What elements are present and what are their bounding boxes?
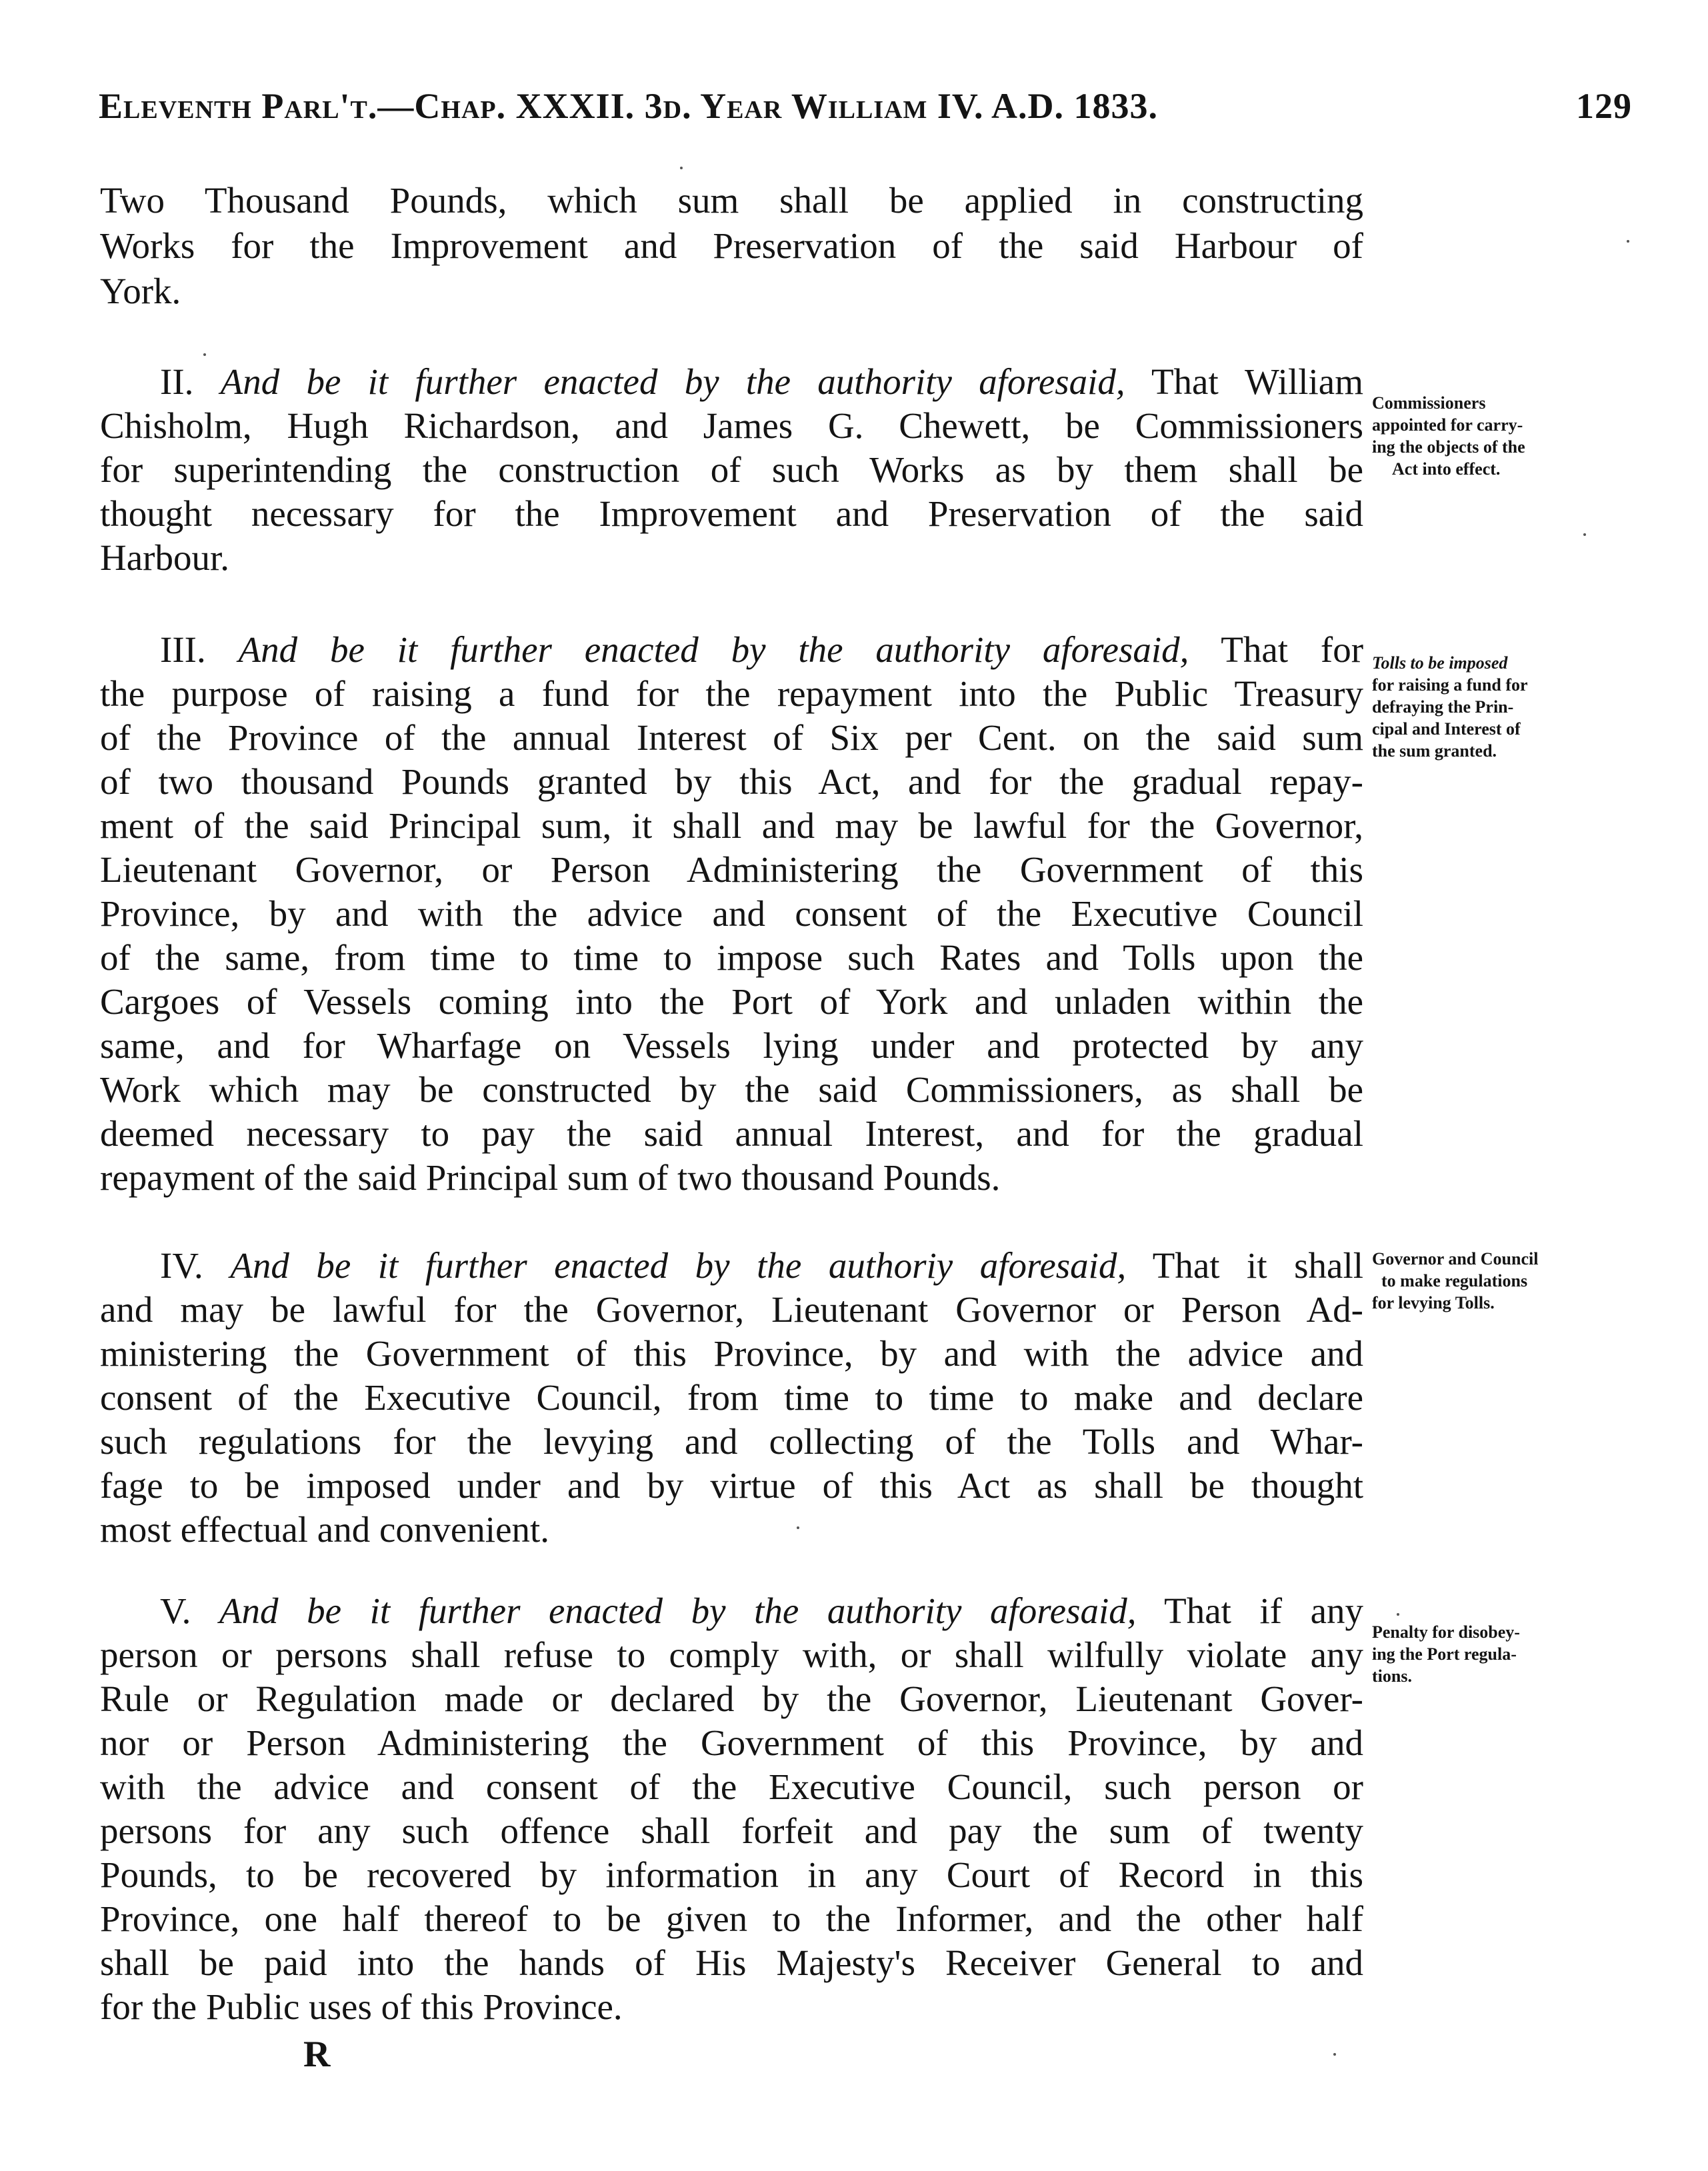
note-line: for levying Tolls.: [1372, 1293, 1495, 1312]
note-line: Commissioners: [1372, 393, 1486, 413]
enacting-clause: And be it further enacted by the authority aforesaid,: [219, 1590, 1137, 1631]
text-line: for superintending the construction of such Works as by them shall be: [100, 449, 1363, 490]
scan-speck: [1627, 240, 1629, 243]
margin-note-regulations: [1372, 1248, 1619, 1314]
text-line: Rule or Regulation made or declared by the Governor, Lieutenant Gover-: [100, 1678, 1363, 1719]
text-line: of the same, from time to time to impose such Rates and Tolls upon the: [100, 937, 1363, 978]
text-line: York.: [100, 271, 181, 311]
note-line: Governor and Council: [1372, 1249, 1539, 1268]
scan-speck: [1333, 2053, 1336, 2056]
text-line: Province, by and with the advice and consent of the Executive Council: [100, 893, 1363, 934]
section-numeral: III.: [160, 629, 206, 670]
note-line: to make regulations: [1381, 1271, 1528, 1290]
note-line: ing the Port regula-: [1372, 1644, 1517, 1664]
text-line: Lieutenant Governor, or Person Administering the Government of this: [100, 849, 1363, 890]
text-line: Province, one half thereof to be given to the Informer, and the other half: [100, 1898, 1363, 1939]
text-line: deemed necessary to pay the said annual Interest, and for the gradual: [100, 1113, 1363, 1154]
signature-mark: R: [303, 2034, 331, 2075]
page-number: 129: [1576, 86, 1632, 126]
note-line: tions.: [1372, 1666, 1412, 1686]
text-line: Works for the Improvement and Preservation of the said Harbour of: [100, 225, 1363, 266]
text-line: ment of the said Principal sum, it shall and may be lawful for the Governor,: [100, 805, 1363, 846]
scan-speck: [1583, 533, 1586, 536]
margin-note-commissioners: [1372, 392, 1619, 480]
text-line: person or persons shall refuse to comply with, or shall wilfully violate any: [100, 1634, 1363, 1675]
section-4-first-line: [160, 1244, 1363, 1288]
scan-speck: [1397, 1613, 1399, 1616]
text-line: with the advice and consent of the Executive Council, such person or: [100, 1766, 1363, 1807]
clause-text: That for: [1221, 629, 1364, 670]
text-line: persons for any such offence shall forfeit and pay the sum of twenty: [100, 1810, 1363, 1851]
text-line: repayment of the said Principal sum of two thousand Pounds.: [100, 1157, 1001, 1198]
scan-speck: [203, 353, 206, 356]
text-line: such regulations for the levying and collecting of the Tolls and Whar-: [100, 1421, 1363, 1462]
text-line: most effectual and convenient.: [100, 1509, 550, 1550]
text-line: Chisholm, Hugh Richardson, and James G. Chewett, be Commissioners: [100, 405, 1363, 446]
text-line: of two thousand Pounds granted by this Act, and for the gradual repay-: [100, 761, 1363, 802]
text-line: fage to be imposed under and by virtue of this Act as shall be thought: [100, 1465, 1363, 1506]
text-line: thought necessary for the Improvement and Preservation of the said: [100, 493, 1363, 534]
text-line: Work which may be constructed by the said Commissioners, as shall be: [100, 1069, 1363, 1110]
note-line: for raising a fund for: [1372, 675, 1528, 695]
clause-text: That William: [1151, 361, 1363, 402]
note-line: appointed for carry-: [1372, 415, 1523, 435]
section-3-first-line: [160, 628, 1363, 672]
enacting-clause: And be it further enacted by the authority aforesaid,: [220, 361, 1125, 402]
text-line: the purpose of raising a fund for the repayment into the Public Treasury: [100, 673, 1363, 714]
text-line: Cargoes of Vessels coming into the Port of York and unladen within the: [100, 981, 1363, 1022]
margin-note-penalty: [1372, 1621, 1619, 1687]
scan-speck: [797, 1526, 799, 1529]
text-line: ministering the Government of this Province, by and with the advice and: [100, 1333, 1363, 1374]
note-line: ing the objects of the: [1372, 437, 1525, 457]
enacting-clause: And be it further enacted by the authority aforesaid,: [238, 629, 1189, 670]
text-line: shall be paid into the hands of His Majesty's Receiver General to and: [100, 1942, 1363, 1983]
note-line: cipal and Interest of: [1372, 719, 1521, 739]
note-line: the sum granted.: [1372, 741, 1497, 761]
text-line: of the Province of the annual Interest of Six per Cent. on the said sum: [100, 717, 1363, 758]
text-line: nor or Person Administering the Government of this Province, by and: [100, 1722, 1363, 1763]
note-line: Act into effect.: [1392, 459, 1501, 479]
section-numeral: II.: [160, 361, 194, 402]
note-line: Tolls to be imposed: [1372, 653, 1508, 673]
scan-speck: [680, 167, 683, 169]
text-line: Harbour.: [100, 537, 229, 578]
enacting-clause: And be it further enacted by the authoriy aforesaid,: [230, 1245, 1127, 1286]
text-line: Two Thousand Pounds, which sum shall be applied in constructing: [100, 180, 1363, 221]
note-line: defraying the Prin-: [1372, 697, 1514, 717]
running-title: Eleventh Parl't.—Chap. XXXII. 3d. Year William IV. A.D. 1833.: [99, 86, 1158, 126]
text-line: for the Public uses of this Province.: [100, 1986, 623, 2027]
margin-note-tolls: [1372, 652, 1619, 762]
text-line: consent of the Executive Council, from time to time to make and declare: [100, 1377, 1363, 1418]
clause-text: That if any: [1164, 1590, 1364, 1631]
clause-text: That it shall: [1152, 1245, 1364, 1286]
section-2-first-line: [160, 360, 1363, 404]
section-numeral: IV.: [160, 1245, 203, 1286]
section-5-first-line: [160, 1589, 1363, 1633]
note-line: Penalty for disobey-: [1372, 1622, 1520, 1642]
text-line: Pounds, to be recovered by information in any Court of Record in this: [100, 1854, 1363, 1895]
running-head: [99, 85, 1632, 139]
section-numeral: V.: [160, 1590, 191, 1631]
text-line: same, and for Wharfage on Vessels lying under and protected by any: [100, 1025, 1363, 1066]
text-line: and may be lawful for the Governor, Lieutenant Governor or Person Ad-: [100, 1289, 1363, 1330]
